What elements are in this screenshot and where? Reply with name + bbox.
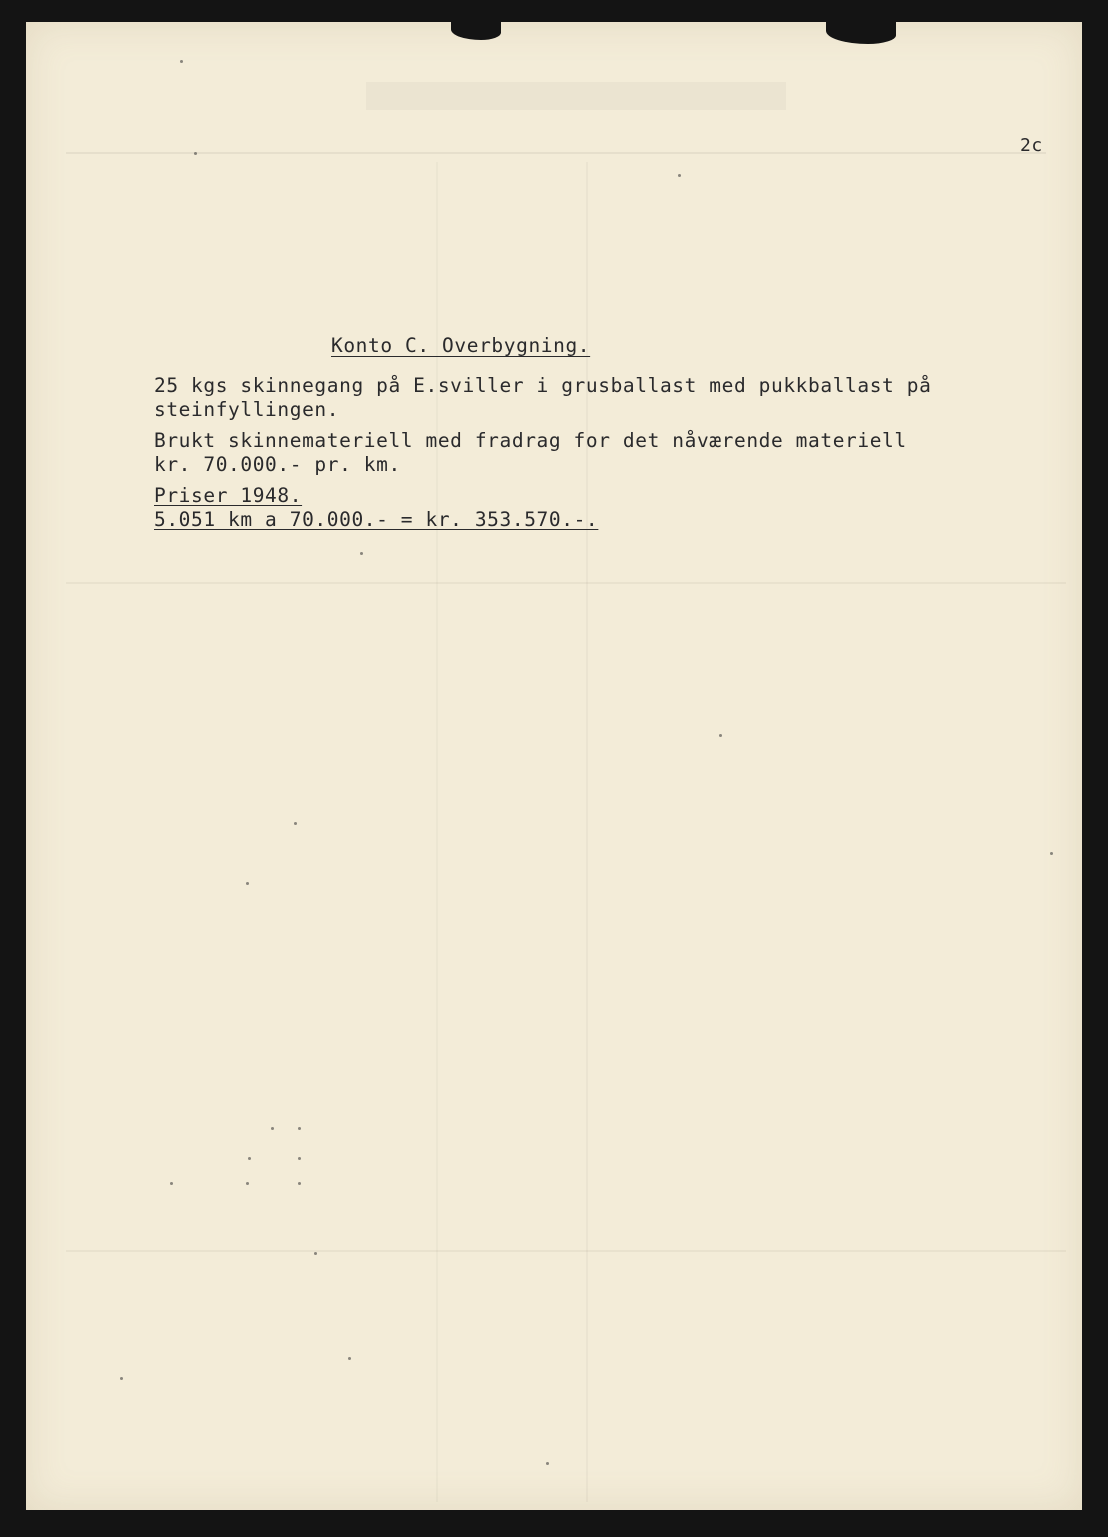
paragraph-line: steinfyllingen. [154,398,340,421]
speck [180,60,183,63]
speck [719,734,722,737]
speck [170,1182,173,1185]
calculation-expression: 5.051 km a 70.000.- = [154,508,426,531]
speck [314,1252,317,1255]
document-page [26,22,1082,1510]
speck [294,822,297,825]
bleed-through-line [366,82,786,110]
speck [298,1157,301,1160]
paragraph-line: Brukt skinnemateriell med fradrag for det nåværende materiell [154,429,907,452]
bleed-through-line [436,162,438,1502]
speck [271,1127,274,1130]
speck [1050,852,1053,855]
speck [194,152,197,155]
cost-calculation [154,508,598,532]
torn-edge [451,22,501,40]
bleed-through-line [66,152,1046,154]
description-paragraph [154,374,931,422]
speck [298,1182,301,1185]
bleed-through-line [586,162,588,1502]
speck [120,1377,123,1380]
calculation-result: kr. 353.570.-. [425,508,599,531]
bleed-through-line [66,1250,1066,1252]
speck [348,1357,351,1360]
speck [360,552,363,555]
material-paragraph [154,429,907,477]
speck [248,1157,251,1160]
paragraph-line: kr. 70.000.- pr. km. [154,453,401,476]
bleed-through-line [66,582,1066,584]
page-number: 2c [1020,135,1043,156]
prices-label: Priser 1948. [154,484,303,507]
paragraph-line: 25 kgs skinnegang på E.sviller i grusballast med pukkballast på [154,374,932,397]
speck [298,1127,301,1130]
torn-edge [826,22,896,44]
speck [678,174,681,177]
speck [246,882,249,885]
speck [246,1182,249,1185]
section-heading: Konto C. Overbygning. [331,334,591,357]
speck [546,1462,549,1465]
